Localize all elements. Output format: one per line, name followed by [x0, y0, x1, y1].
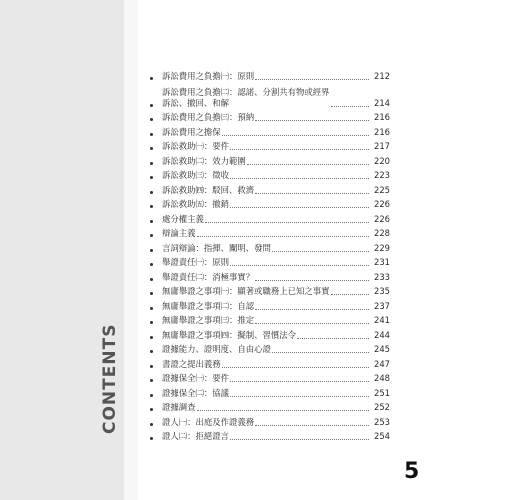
bullet-icon: [150, 118, 153, 121]
bullet-icon: [150, 336, 153, 339]
dot-leader: [272, 352, 369, 353]
toc-entry-title: 訴訟救助㈡：效力範圍: [162, 155, 246, 166]
toc-entry: [150, 123, 390, 138]
toc-entry-page: 254: [374, 431, 390, 441]
toc-entry-page: 241: [374, 315, 390, 325]
bullet-icon: [150, 365, 153, 368]
dot-leader: [230, 396, 369, 397]
bullet-icon: [150, 220, 153, 223]
dot-leader: [272, 251, 369, 252]
toc-entry-page: 231: [374, 257, 390, 267]
toc-entry-page: 220: [374, 155, 390, 166]
contents-label: CONTENTS: [100, 323, 120, 434]
bullet-icon: [150, 191, 153, 194]
toc-entry: [150, 196, 390, 211]
toc-entry-page: 216: [374, 112, 390, 122]
dot-leader: [331, 106, 370, 107]
toc-entry: [150, 312, 390, 327]
toc-entry: [150, 268, 390, 283]
toc-entry-title: 證據能力、證明度、自由心證: [162, 344, 271, 354]
toc-entry-title: 證據調查: [162, 402, 196, 412]
toc-entry: [150, 167, 390, 182]
dot-leader: [297, 338, 369, 339]
toc-entry-page: 214: [374, 97, 390, 108]
toc-entry-title: 辯論主義: [162, 228, 196, 238]
toc-entry-title: 證據保全㈠：要件: [162, 373, 229, 383]
toc-entry-page: 226: [374, 199, 390, 209]
bullet-icon: [150, 437, 153, 440]
dot-leader: [255, 79, 369, 80]
toc-entry: [150, 413, 390, 428]
bullet-icon: [150, 147, 153, 150]
toc-entry-page: 217: [374, 141, 390, 151]
toc-entry-page: 251: [374, 387, 390, 398]
toc-entry-title: 無庸舉證之事項㈡：自認: [162, 300, 255, 311]
toc-entry: [150, 181, 390, 196]
dot-leader: [255, 309, 369, 310]
toc-entry-title: 證人㈠：出庭及作證義務: [162, 416, 255, 427]
toc-entry-title: 言詞辯論：指揮、闡明、發問: [162, 242, 271, 253]
toc-entry-title: 訴訟費用之擔保: [162, 126, 221, 137]
toc-entry-title: 無庸舉證之事項㈢：推定: [162, 315, 255, 325]
toc-entry: [150, 326, 390, 341]
toc-entry-title: 訴訟救助㈢：徵收: [162, 170, 229, 180]
bullet-icon: [150, 292, 153, 295]
toc-entry-page: 235: [374, 286, 390, 296]
toc-entry: [150, 399, 390, 414]
dot-leader: [222, 135, 369, 136]
toc-entry-title: 訴訟救助㈣：駁回、救濟: [162, 184, 255, 195]
toc-entry-page: 245: [374, 344, 390, 354]
toc-entry-page: 223: [374, 170, 390, 180]
toc-entry-page: 228: [374, 228, 390, 238]
bullet-icon: [150, 162, 153, 165]
toc-entry-title: 證人㈡：拒絕證言: [162, 431, 229, 441]
dot-leader: [255, 120, 369, 121]
bullet-icon: [150, 278, 153, 281]
dot-leader: [197, 410, 370, 411]
dot-leader: [230, 439, 369, 440]
dot-leader: [230, 149, 369, 150]
toc-entry: [150, 239, 390, 254]
toc-entry: [150, 225, 390, 240]
toc-entry: [150, 428, 390, 443]
bullet-icon: [150, 423, 153, 426]
toc-entry-title: 書證之提出義務: [162, 358, 221, 369]
bullet-icon: [150, 234, 153, 237]
dot-leader: [255, 280, 369, 281]
toc-entry: [150, 370, 390, 385]
bullet-icon: [150, 307, 153, 310]
toc-entry-page: 248: [374, 373, 390, 383]
toc-entry: [150, 297, 390, 312]
toc-entry-title: 舉證責任㈠：原則: [162, 257, 229, 267]
toc-entry-page: 233: [374, 271, 390, 282]
dot-leader: [205, 222, 369, 223]
toc-entry: [150, 152, 390, 167]
toc-entry-page: 244: [374, 329, 390, 340]
bullet-icon: [150, 133, 153, 136]
toc-entry-title: 訴訟費用之負擔㈡：認諾、分割共有物或經界 訴訟、撤回、和解: [162, 86, 330, 108]
dot-leader: [197, 236, 370, 237]
bullet-icon: [150, 176, 153, 179]
bullet-icon: [150, 408, 153, 411]
bullet-icon: [150, 77, 153, 80]
toc-entry: [150, 210, 390, 225]
toc-entry-title: 證據保全㈡：協議: [162, 387, 229, 398]
toc-entry-title: 訴訟費用之負擔㈢：預納: [162, 112, 255, 122]
toc-entry-title: 訴訟救助㈠：要件: [162, 141, 229, 151]
dot-leader: [230, 381, 369, 382]
toc-entry-page: 237: [374, 300, 390, 311]
dot-leader: [230, 178, 369, 179]
toc-entry: [150, 283, 390, 298]
toc-entry-page: 212: [374, 70, 390, 81]
toc-entry-page: 226: [374, 213, 390, 224]
dot-leader: [255, 193, 369, 194]
toc-entry: [150, 138, 390, 153]
toc-entry: [150, 384, 390, 399]
bullet-icon: [150, 379, 153, 382]
dot-leader: [331, 294, 370, 295]
bullet-icon: [150, 104, 153, 107]
toc-entry: [150, 67, 390, 82]
toc-entry-page: 216: [374, 126, 390, 137]
side-bar-edge: [124, 0, 138, 500]
bullet-icon: [150, 321, 153, 324]
table-of-contents: [150, 67, 390, 442]
toc-entry-title: 訴訟費用之負擔㈠：原則: [162, 70, 255, 81]
bullet-icon: [150, 394, 153, 397]
bullet-icon: [150, 205, 153, 208]
dot-leader: [255, 323, 369, 324]
toc-entry: [150, 109, 390, 124]
dot-leader: [222, 367, 369, 368]
dot-leader: [247, 164, 369, 165]
toc-entry-page: 252: [374, 402, 390, 412]
page-number: 5: [404, 459, 420, 484]
bullet-icon: [150, 350, 153, 353]
bullet-icon: [150, 249, 153, 252]
toc-entry: [150, 254, 390, 269]
toc-entry-title: 舉證責任㈡：消極事實？: [162, 271, 255, 282]
toc-entry-page: 229: [374, 242, 390, 253]
toc-entry-title: 訴訟救助㈤：撤銷: [162, 199, 229, 209]
dot-leader: [230, 207, 369, 208]
toc-entry: [150, 82, 390, 109]
toc-entry-page: 225: [374, 184, 390, 195]
toc-entry-page: 253: [374, 416, 390, 427]
toc-entry: [150, 341, 390, 356]
toc-entry-title: 無庸舉證之事項㈣：擬制、習慣法令: [162, 329, 296, 340]
toc-entry: [150, 355, 390, 370]
dot-leader: [255, 425, 369, 426]
toc-entry-page: 247: [374, 358, 390, 369]
dot-leader: [230, 265, 369, 266]
toc-entry-title: 無庸舉證之事項㈠：顯著或職務上已知之事實: [162, 286, 330, 296]
bullet-icon: [150, 263, 153, 266]
toc-entry-title: 處分權主義: [162, 213, 204, 224]
